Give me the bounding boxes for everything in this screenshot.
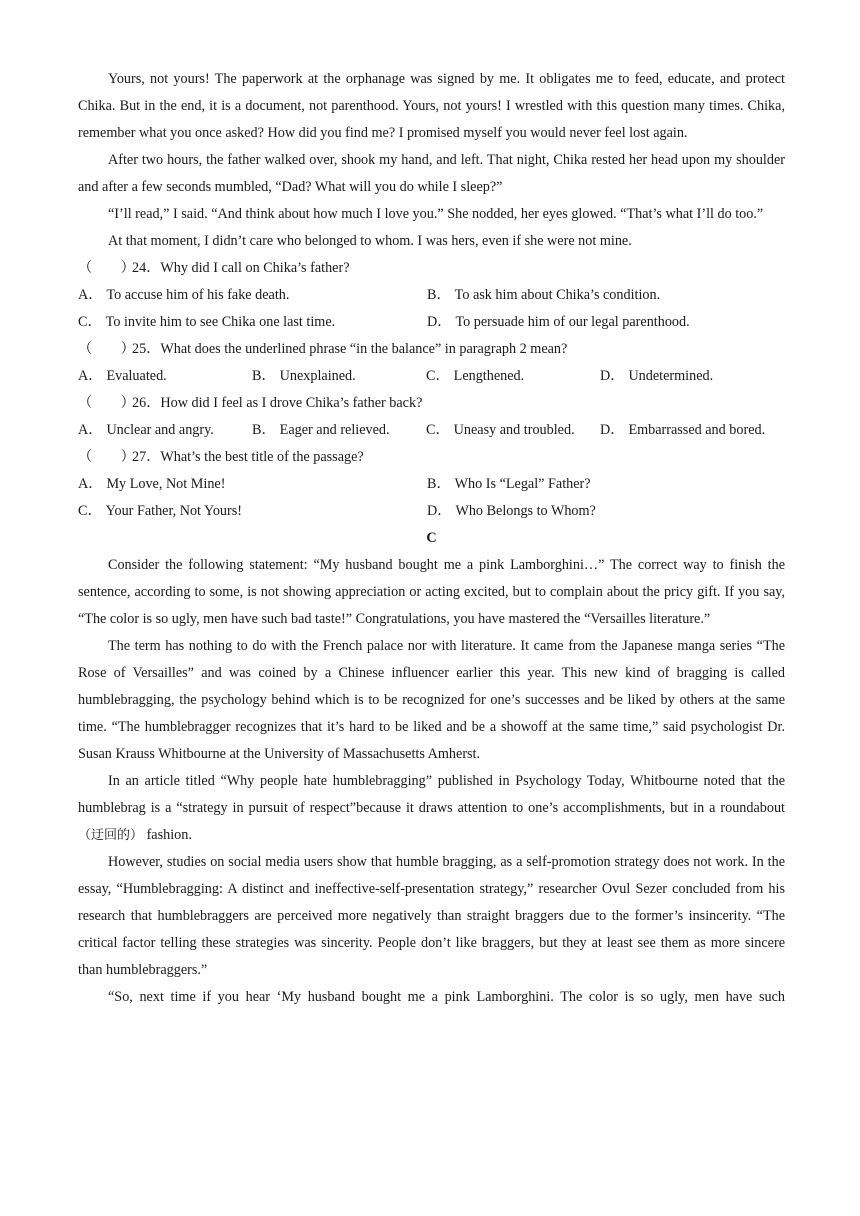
question-24 — [78, 255, 785, 282]
option-b: B． To ask him about Chika’s condition. — [427, 287, 661, 303]
passage-b-paragraph: At that moment, I didn’t care who belonged to whom. I was hers, even if she were not mine. — [108, 233, 632, 249]
option-c: C． Lengthened. — [426, 368, 525, 384]
option-a: A． Unclear and angry. — [78, 422, 214, 438]
section-heading: C — [426, 530, 437, 546]
option-d: D． Undetermined. — [600, 368, 714, 384]
option-a: A． My Love, Not Mine! — [78, 476, 226, 492]
options-row — [78, 363, 785, 390]
options-row — [78, 498, 785, 525]
passage-b-paragraph: “I’ll read,” I said. “And think about how much I love you.” She nodded, her eyes glowed. “That’s what I’ll do too.” — [108, 206, 764, 222]
option-c: C． Your Father, Not Yours! — [78, 503, 242, 519]
options-row — [78, 282, 785, 309]
question-number: 27． — [132, 449, 161, 465]
passage-c-paragraph: However, studies on social media users show that humble bragging, as a self-promotion strategy does not work. In the essay, “Humblebragging: A distinct and ineffective-self-presentation strategy,” researcher Ovul Sezer concluded from his research that humblebraggers are perceived more negatively than straight braggers due to the former’s insincerity. “The critical factor telling these strategies was sincerity. People don’t like braggers, but they at least see them as more sincere than humblebraggers.” — [78, 854, 785, 978]
passage-c-paragraph: In an article titled “Why people hate humblebragging” published in Psychology Today, Whitbourne noted that the humblebrag is a “strategy in pursuit of respect”because it draws attention to one’s accomplishments, but in a roundabout （迂回的） fashion. — [78, 773, 785, 843]
answer-blank: （ ） — [78, 341, 135, 357]
option-b: B． Who Is “Legal” Father? — [427, 476, 591, 492]
question-26 — [78, 390, 785, 417]
question-text: What does the underlined phrase “in the balance” in paragraph 2 mean? — [160, 341, 568, 357]
question-27 — [78, 444, 785, 471]
question-number: 24． — [132, 260, 161, 276]
question-text: What’s the best title of the passage? — [160, 449, 364, 465]
passage-c-paragraph: The term has nothing to do with the French palace nor with literature. It came from the Japanese manga series “The Rose of Versailles” and was coined by a Chinese influencer earlier this year. This new kind of bragging is called humblebragging, the psychology behind which is to be recognized for one’s successes and be liked by others at the same time. “The humblebragger recognizes that it’s hard to be liked and be a showoff at the same time,” said psychologist Dr. Susan Krauss Whitbourne at the University of Massachusetts Amherst. — [78, 638, 785, 762]
answer-blank: （ ） — [78, 260, 135, 276]
question-number: 25． — [132, 341, 161, 357]
option-d: D． Embarrassed and bored. — [600, 422, 766, 438]
option-b: B． Unexplained. — [252, 368, 356, 384]
option-a: A． To accuse him of his fake death. — [78, 287, 290, 303]
option-c: C． Uneasy and troubled. — [426, 422, 575, 438]
question-text: How did I feel as I drove Chika’s father back? — [160, 395, 423, 411]
options-row — [78, 471, 785, 498]
passage-c-paragraph: “So, next time if you hear ‘My husband bought me a pink Lamborghini. The color is so ugly, men have such — [108, 989, 785, 1005]
question-text: Why did I call on Chika’s father? — [160, 260, 350, 276]
answer-blank: （ ） — [78, 449, 135, 465]
answer-blank: （ ） — [78, 395, 135, 411]
passage-c-paragraph: Consider the following statement: “My husband bought me a pink Lamborghini…” The correct way to finish the sentence, according to some, is not showing appreciation or acting excited, but to complain about the pricy gift. If you say, “The color is so ugly, men have such bad taste!” Congratulations, you have mastered the “Versailles literature.” — [78, 557, 785, 627]
option-b: B． Eager and relieved. — [252, 422, 390, 438]
chinese-gloss: （迂回的） — [78, 828, 144, 843]
question-25 — [78, 336, 785, 363]
question-number: 26． — [132, 395, 161, 411]
option-a: A． Evaluated. — [78, 368, 167, 384]
options-row — [78, 309, 785, 336]
options-row — [78, 417, 785, 444]
option-c: C． To invite him to see Chika one last time. — [78, 314, 336, 330]
option-d: D． Who Belongs to Whom? — [427, 503, 596, 519]
option-d: D． To persuade him of our legal parenthood. — [427, 314, 690, 330]
document-page — [78, 66, 785, 1011]
passage-b-paragraph: After two hours, the father walked over, shook my hand, and left. That night, Chika rested her head upon my shoulder and after a few seconds mumbled, “Dad? What will you do while I sleep?” — [78, 152, 785, 195]
passage-b-paragraph: Yours, not yours! The paperwork at the orphanage was signed by me. It obligates me to feed, educate, and protect Chika. But in the end, it is a document, not parenthood. Yours, not yours! I wrestled with this question many times. Chika, remember what you once asked? How did you find me? I promised myself you would never feel lost again. — [78, 71, 785, 141]
